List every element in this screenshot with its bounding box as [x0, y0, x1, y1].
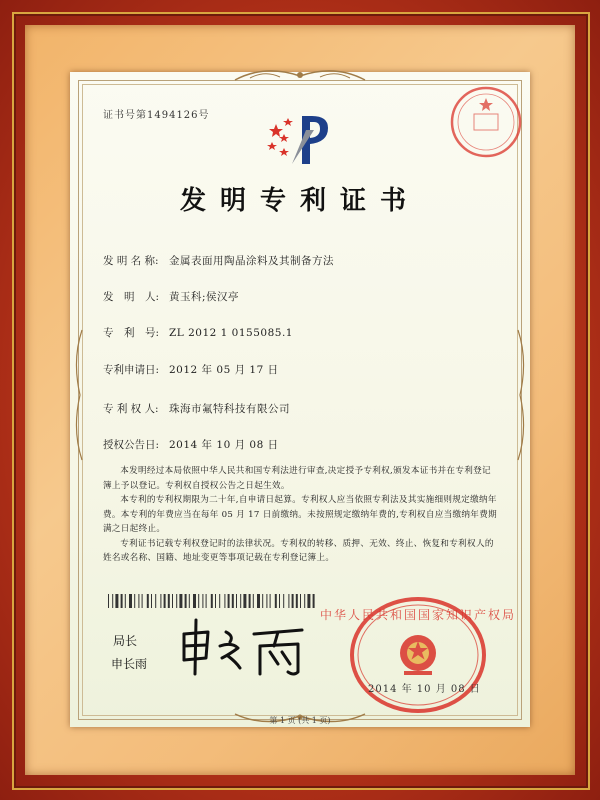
director-signature-icon: [170, 612, 320, 682]
field-value: 珠海市氟特科技有限公司: [169, 403, 290, 415]
field-application-date: [103, 362, 279, 377]
seal-date: 2014 年 10 月 08 日: [368, 684, 481, 695]
field-label: 专 利 号:: [103, 327, 160, 339]
field-inventor: [103, 289, 239, 304]
field-value: 金属表面用陶晶涂料及其制备方法: [169, 255, 334, 267]
body-paragraph: 本发明经过本局依照中华人民共和国专利法进行审查,决定授予专利权,颁发本证书并在专利登记簿上予以登记。专利权自授权公告之日起生效。: [103, 466, 491, 491]
left-ornament-icon: [70, 320, 86, 470]
field-value: 2014 年 10 月 08 日: [169, 439, 279, 451]
agency-stamp-icon: [448, 84, 524, 160]
certificate-title: 发明专利证书: [179, 186, 420, 216]
field-label: 发 明 人:: [103, 291, 160, 303]
certificate-body: [103, 464, 498, 566]
director-name: 申长雨: [111, 657, 148, 671]
field-label: 授权公告日:: [103, 439, 160, 451]
field-label: 专利申请日:: [103, 364, 160, 376]
field-value: 2012 年 05 月 17 日: [169, 364, 279, 376]
right-ornament-icon: [514, 320, 530, 470]
field-patentee: [103, 401, 290, 416]
body-paragraph: 专利证书记载专利权登记时的法律状况。专利权的转移、质押、无效、终止、恢复和专利权人的姓名或名称、国籍、地址变更等事项记载在专利登记簿上。: [103, 538, 494, 563]
field-invention-name: [103, 253, 334, 268]
field-patent-number: [103, 325, 293, 340]
certificate-number: 证书号第1494126号: [103, 110, 210, 121]
field-value: 黄玉科;侯汉亭: [169, 291, 240, 303]
field-label: 专 利 权 人:: [103, 403, 159, 415]
top-ornament-icon: [225, 62, 375, 88]
svg-text:中华人民共和国国家知识产权局: 中华人民共和国国家知识产权局: [319, 608, 517, 622]
director-title: 局长: [113, 634, 138, 648]
patent-office-logo-icon: [262, 110, 334, 170]
page-number: 第 1 页 (共 1 页): [269, 716, 331, 725]
field-value: ZL 2012 1 0155085.1: [169, 327, 293, 339]
body-paragraph: 本专利的专利权期限为二十年,自申请日起算。专利权人应当依照专利法及其实施细则规定缴纳年费。本专利的年费应当在每年 05 月 17 日前缴纳。未按照规定缴纳年费的,专利权自应当缴纳年费期满之日起终止。: [103, 495, 497, 534]
field-grant-date: [103, 437, 279, 452]
barcode-icon: [108, 594, 313, 608]
official-seal-icon: [319, 595, 517, 715]
field-label: 发 明 名 称:: [103, 255, 159, 267]
